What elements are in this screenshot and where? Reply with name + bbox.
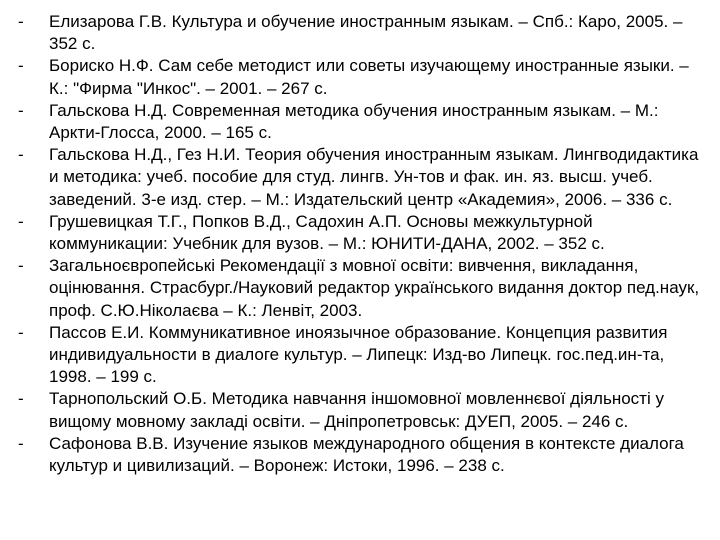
list-marker: - bbox=[18, 389, 24, 409]
reference-item bbox=[0, 255, 720, 322]
reference-text: Бориско Н.Ф. Сам себе методист или советы изучающему иностранные языки. – К.: "Фирма "Инкос". – 2001. – 267 с. bbox=[49, 56, 689, 98]
reference-text: Гальскова Н.Д. Современная методика обучения иностранным языкам. – М.: Аркти-Глосса, 2000. – 165 с. bbox=[49, 100, 659, 143]
reference-list bbox=[0, 11, 720, 477]
list-marker: - bbox=[18, 100, 24, 120]
list-marker: - bbox=[18, 211, 24, 231]
list-marker: - bbox=[18, 256, 24, 276]
list-marker: - bbox=[18, 56, 24, 76]
reference-item bbox=[0, 388, 720, 432]
reference-item bbox=[0, 11, 720, 55]
list-marker: - bbox=[18, 322, 24, 342]
reference-item bbox=[0, 211, 720, 255]
reference-item bbox=[0, 144, 720, 211]
list-marker: - bbox=[18, 433, 24, 453]
list-marker: - bbox=[18, 145, 24, 165]
reference-text: Загальноєвропейські Рекомендації з мовної освіти: вивчення, викладання, оцінювання. Страсбург./Науковий редактор українського видання доктор пед.наук, проф. С.Ю.Ніколаєва – К.: Ленвіт, 2003. bbox=[49, 256, 700, 320]
list-marker: - bbox=[18, 12, 24, 31]
reference-item bbox=[0, 322, 720, 389]
reference-item bbox=[0, 433, 720, 477]
reference-item bbox=[0, 55, 720, 99]
reference-text: Гальскова Н.Д., Гез Н.И. Теория обучения иностранным языкам. Лингводидактика и методика: учеб. пособие для студ. лингв. Ун-тов и фак. ин. яз. высш. учеб. заведений. 3-е изд. стер. – М.: Издательский центр «Академия», 2006. – 336 с. bbox=[49, 145, 699, 209]
reference-text: Елизарова Г.В. Культура и обучение иностранным языкам. – Спб.: Каро, 2005. – 352 с. bbox=[49, 12, 683, 54]
reference-text: Тарнопольский О.Б. Методика навчання іншомовної мовленнєвої діяльності у вищому мовному закладі освіти. – Дніпропетровськ: ДУЕП, 2005. – 246 с. bbox=[49, 389, 664, 431]
reference-text: Пассов Е.И. Коммуникативное иноязычное образование. Концепция развития индивидуальности в диалоге культур. – Липецк: Изд-во Липецк. гос.пед.ин-та, 1998. – 199 с. bbox=[49, 322, 668, 387]
reference-text: Сафонова В.В. Изучение языков международного общения в контексте диалога культур и цивилизаций. – Воронеж: Истоки, 1996. – 238 с. bbox=[49, 433, 684, 476]
reference-item bbox=[0, 100, 720, 144]
reference-text: Грушевицкая Т.Г., Попков В.Д., Садохин А.П. Основы межкультурной коммуникации: Учебник для вузов. – М.: ЮНИТИ-ДАНА, 2002. – 352 с. bbox=[49, 211, 605, 254]
